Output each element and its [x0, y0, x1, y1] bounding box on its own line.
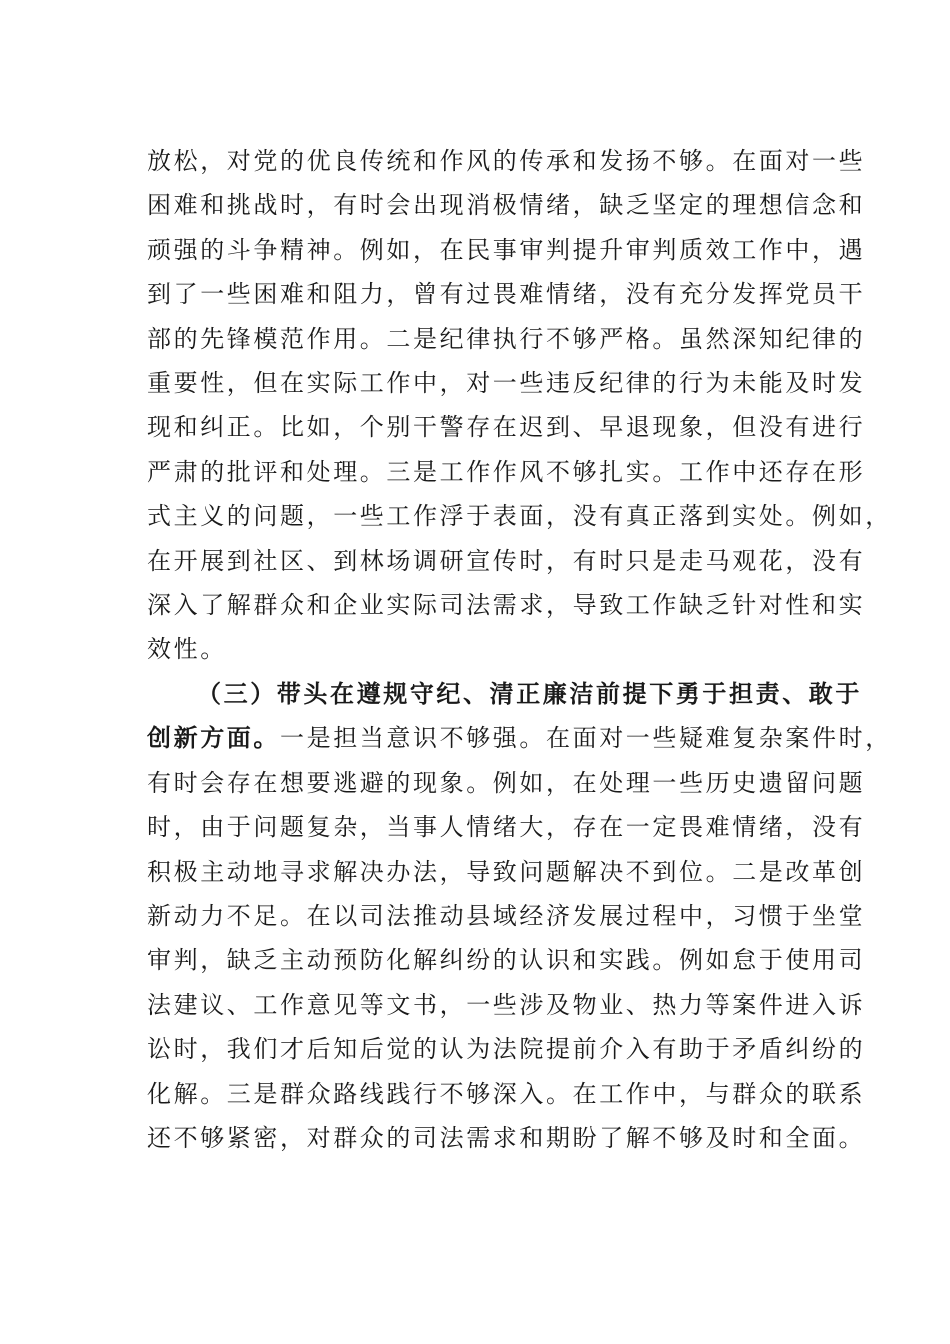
paragraph-line: 审判，缺乏主动预防化解纠纷的认识和实践。例如怠于使用司	[147, 946, 866, 975]
paragraph-line: 现和纠正。比如，个别干警存在迟到、早退现象，但没有进行	[147, 413, 866, 442]
paragraph-line: 严肃的批评和处理。三是工作作风不够扎实。工作中还存在形	[147, 457, 866, 486]
paragraph-line: 化解。三是群众路线践行不够深入。在工作中，与群众的联系	[147, 1079, 866, 1108]
paragraph-2	[147, 672, 892, 1160]
paragraph-line: 顽强的斗争精神。例如，在民事审判提升审判质效工作中，遇	[147, 235, 866, 264]
paragraph-line-rest: 一是担当意识不够强。在面对一些疑难复杂案件时，	[280, 724, 892, 753]
section-heading-continued: 创新方面。	[147, 723, 280, 753]
paragraph-line: 新动力不足。在以司法推动县域经济发展过程中，习惯于坐堂	[147, 901, 866, 930]
paragraph-line: 深入了解群众和企业实际司法需求，导致工作缺乏针对性和实	[147, 590, 866, 619]
paragraph-line: 困难和挑战时，有时会出现消极情绪，缺乏坚定的理想信念和	[147, 191, 866, 220]
paragraph-line: 有时会存在想要逃避的现象。例如，在处理一些历史遗留问题	[147, 768, 866, 797]
section-heading: （三）带头在遵规守纪、清正廉洁前提下勇于担责、敢于	[197, 679, 862, 708]
paragraph-line	[147, 716, 892, 760]
paragraph-1	[147, 139, 892, 672]
paragraph-line: 讼时，我们才后知后觉的认为法院提前介入有助于矛盾纠纷的	[147, 1035, 866, 1064]
paragraph-line: 重要性，但在实际工作中，对一些违反纪律的行为未能及时发	[147, 368, 866, 397]
paragraph-line: 放松，对党的优良传统和作风的传承和发扬不够。在面对一些	[147, 147, 866, 175]
paragraph-line: 还不够紧密，对群众的司法需求和期盼了解不够及时和全面。	[147, 1123, 866, 1152]
paragraph-line: 时，由于问题复杂，当事人情绪大，存在一定畏难情绪，没有	[147, 813, 866, 842]
paragraph-line: 法建议、工作意见等文书，一些涉及物业、热力等案件进入诉	[147, 990, 866, 1019]
paragraph-line: 积极主动地寻求解决办法，导致问题解决不到位。二是改革创	[147, 857, 866, 886]
paragraph-line: 部的先锋模范作用。二是纪律执行不够严格。虽然深知纪律的	[147, 324, 866, 353]
paragraph-line: 到了一些困难和阻力，曾有过畏难情绪，没有充分发挥党员干	[147, 280, 866, 309]
paragraph-line: 式主义的问题，一些工作浮于表面，没有真正落到实处。例如，	[147, 502, 892, 531]
paragraph-line: 在开展到社区、到林场调研宣传时，有时只是走马观花，没有	[147, 546, 866, 575]
paragraph-line: 效性。	[147, 635, 227, 664]
